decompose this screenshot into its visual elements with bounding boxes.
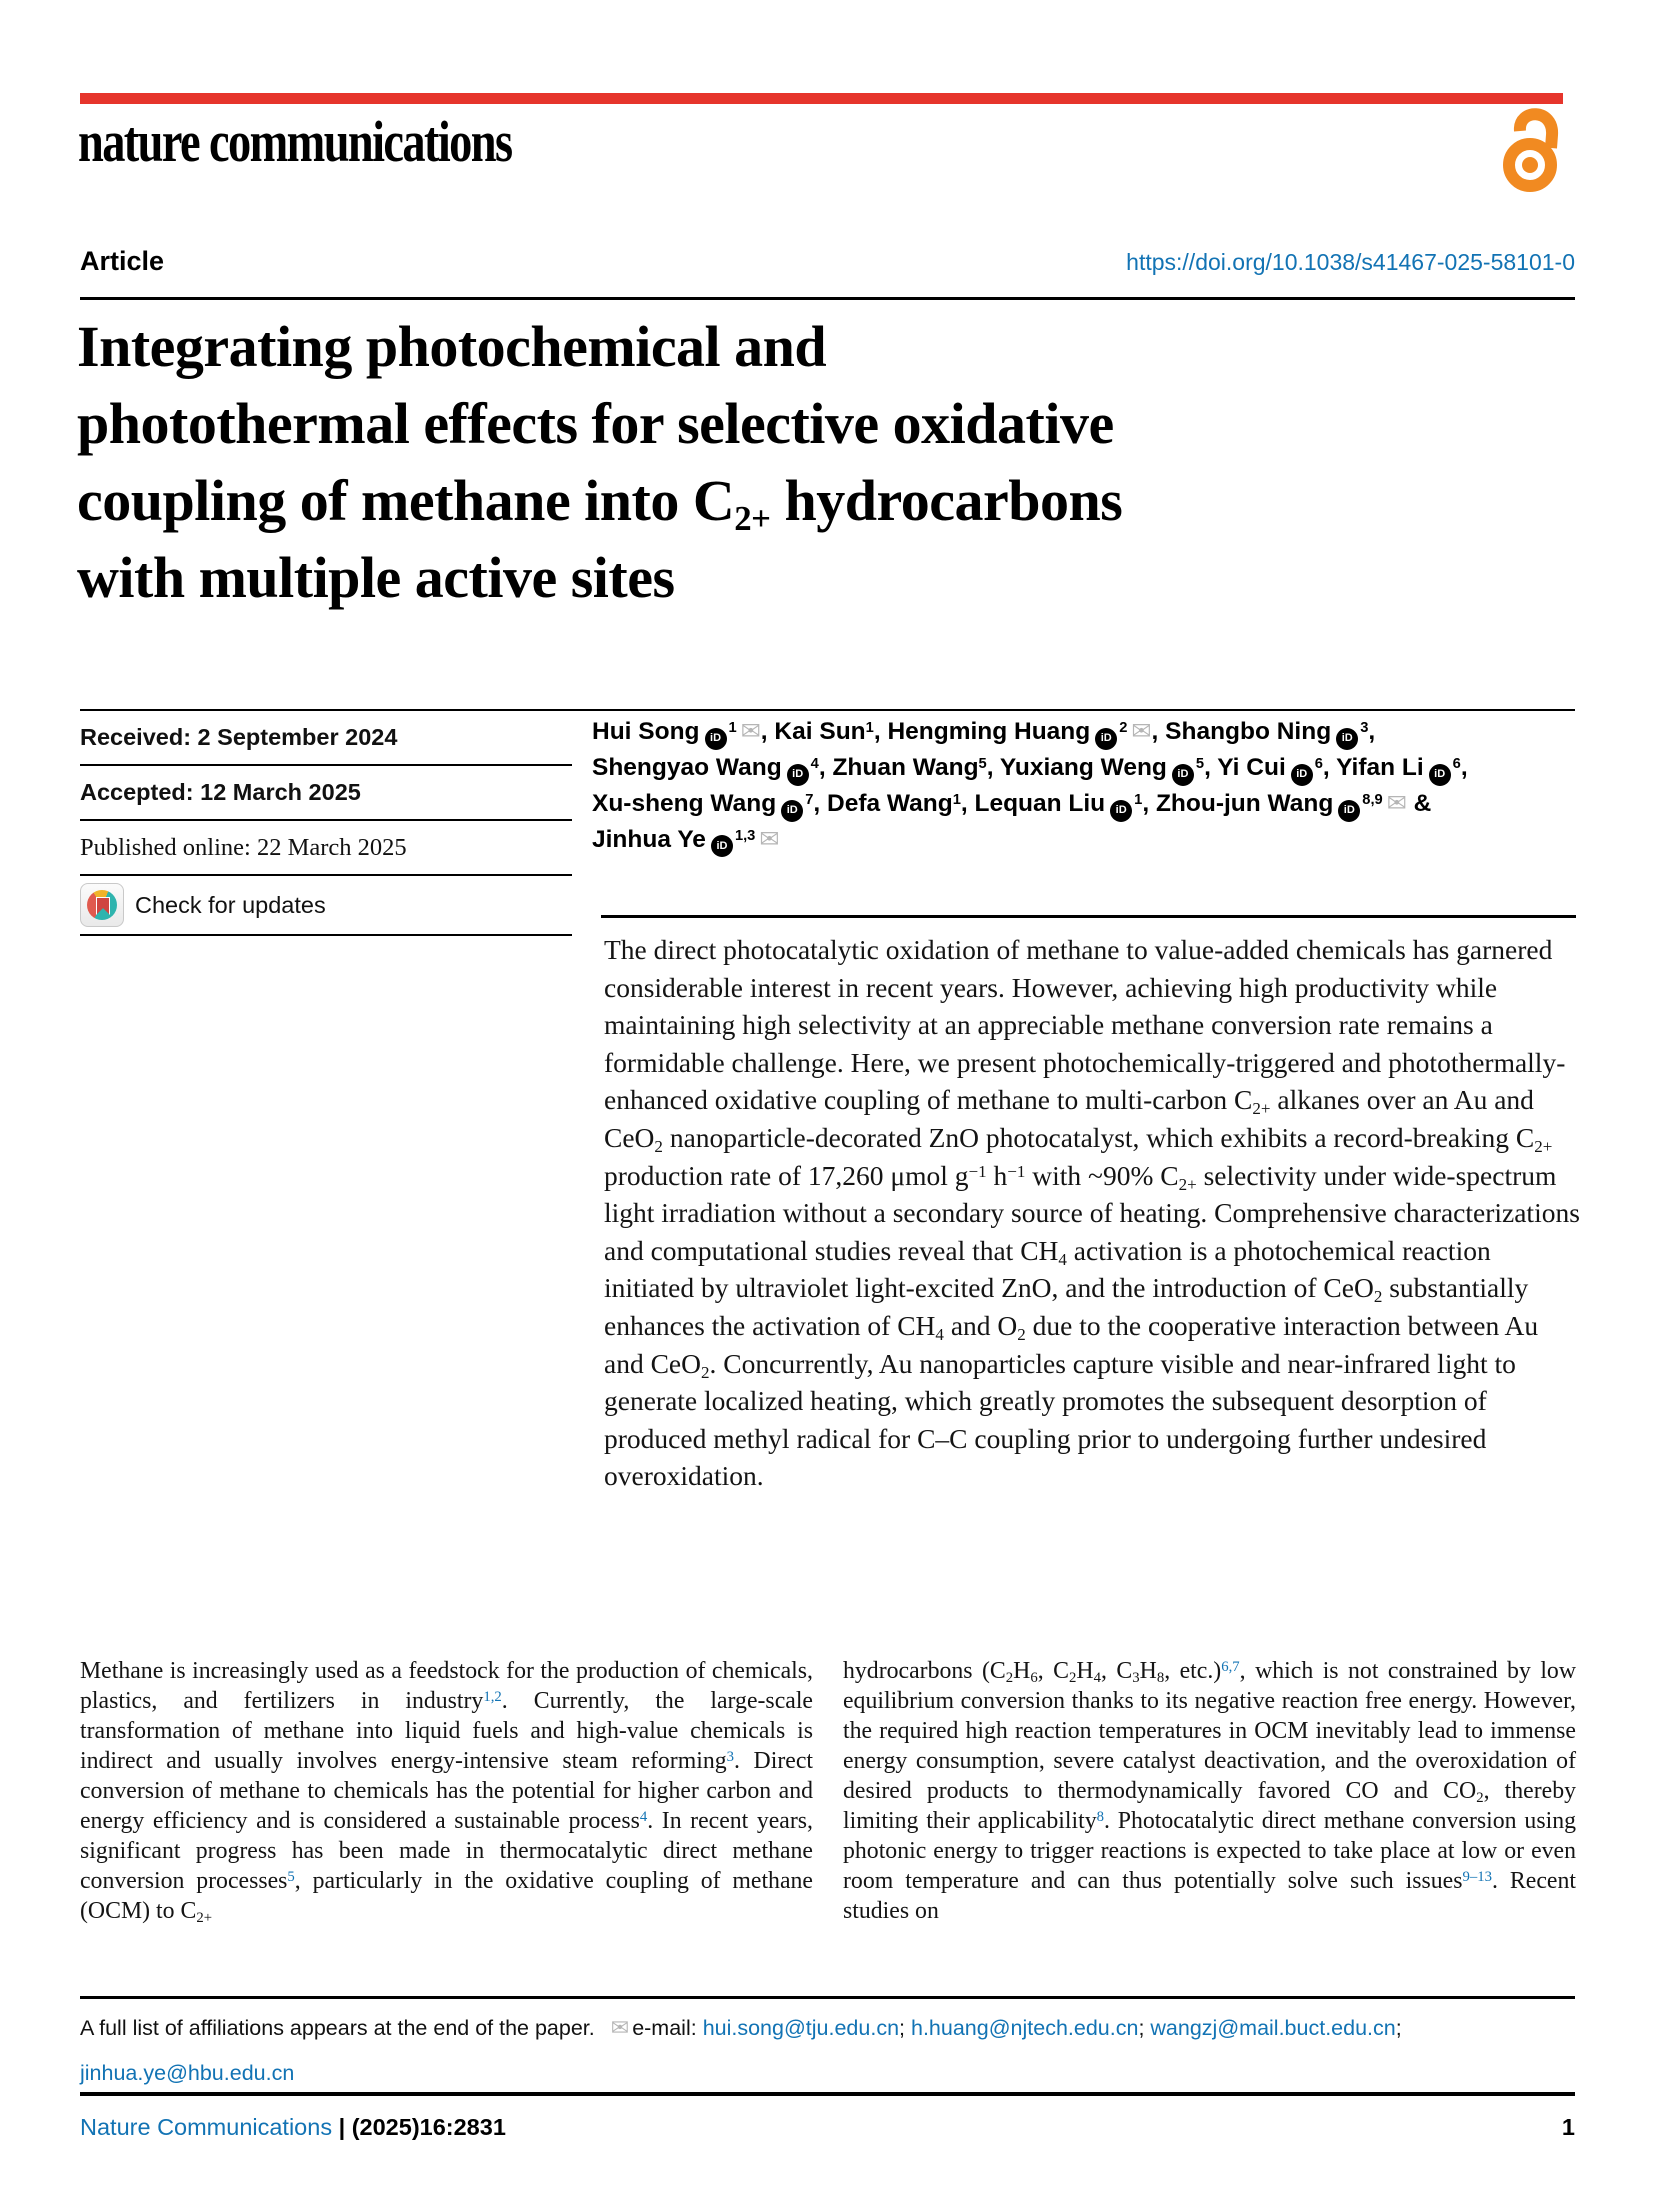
script-sub: 2 — [701, 1362, 710, 1382]
author-line: Xu-sheng Wang $iD^7$, Defa Wang$^1$, Lequan Liu $iD^1$, Zhou-jun Wang iD$^{8,9}$✉ & — [592, 786, 1592, 822]
abstract-divider — [601, 915, 1576, 918]
orcid-icon[interactable]: iD — [781, 800, 803, 822]
email-link[interactable]: h.huang@njtech.edu.cn — [911, 2016, 1139, 2040]
author-name: Yi Cui — [1217, 753, 1286, 781]
author-name: Hengming Huang — [887, 718, 1091, 745]
crossmark-icon — [80, 883, 124, 927]
title-line: photothermal effects for selective oxidative — [77, 391, 1114, 456]
author-affiliation-sup: 1 — [952, 792, 961, 809]
doi-link[interactable]: https://doi.org/10.1038/s41467-025-58101-0 — [1126, 249, 1575, 275]
author-line: Shengyao Wang $iD^4$, Zhuan Wang$^5$, Yuxiang Weng $iD^5$, Yi Cui $iD^6$, Yifan Li $iD^6$, — [592, 750, 1592, 786]
corresponding-email-icon[interactable] — [759, 825, 779, 853]
article-type-label: Article — [80, 246, 165, 276]
email-links: hui.song@tju.edu.cn; h.huang@njtech.edu.cn; wangzj@mail.buct.edu.cn; jinhua.ye@hbu.edu.cn — [80, 2016, 1402, 2085]
accepted-date-label: Accepted: 12 March 2025 — [80, 779, 361, 805]
orcid-icon[interactable]: iD — [711, 835, 733, 857]
author-name: Zhou-jun Wang — [1155, 789, 1334, 817]
script-sub: 2 — [1017, 1325, 1026, 1345]
email-icon — [611, 2016, 629, 2041]
citation-ref[interactable]: 4 — [639, 1809, 648, 1826]
orcid-icon[interactable]: iD — [1095, 728, 1117, 750]
author-name: Kai Sun — [774, 718, 866, 745]
corresponding-email-icon[interactable] — [1131, 717, 1151, 745]
footer-citation-group — [80, 2114, 506, 2141]
body-columns — [80, 1656, 1576, 1926]
author-name: Hui Song — [592, 718, 700, 745]
author-affiliation-sup: 2 — [1119, 720, 1128, 737]
author-name: Lequan Liu — [974, 789, 1106, 817]
script-sub: 4 — [1058, 1249, 1067, 1269]
script-sub: 2 — [1005, 1670, 1014, 1687]
body-column-2: hydrocarbons ($C_2H_6$, $C_2H_4$, $C_3H_8$, etc.)$^{6,7}$, which is not constrained by low equilibrium conversion thanks to its negative reaction free energy. However, the required high reaction temperatures in OCM inevitably lead to immense energy consumption, severe catalyst deactivation, and the overoxidation of desired products to thermodynamically favored CO and $CO_2$, thereby limiting their applicability$^8$. Photocatalytic direct methane conversion using photonic energy to trigger reactions is expected to take place at low or even room temperature and can thus potentially solve such issues$^{9-13}$. Recent studies on — [843, 1658, 1577, 1924]
author-name: Shengyao Wang — [592, 753, 782, 781]
orcid-icon[interactable]: iD — [1429, 764, 1451, 786]
script-sub: 4 — [935, 1325, 944, 1345]
orcid-icon[interactable]: iD — [787, 764, 809, 786]
author-affiliation-sup: 6 — [1452, 756, 1461, 773]
author-name: Yifan Li — [1336, 753, 1424, 781]
dates-panel — [80, 711, 572, 936]
open-access-icon — [1494, 106, 1568, 196]
footer-divider — [80, 2092, 1575, 2096]
author-line — [592, 822, 1592, 858]
orcid-icon[interactable]: iD — [705, 728, 727, 750]
orcid-icon[interactable]: iD — [1336, 728, 1358, 750]
orcid-icon[interactable]: iD — [1110, 800, 1132, 822]
author-name: Jinhua Ye — [592, 825, 706, 853]
author-line: Hui Song $iD^1$ ✉ , Kai Sun$^1$, Hengming Huang $iD^2$ ✉ , Shangbo Ning $iD^3$, — [592, 714, 1592, 750]
script-sub: 2+ — [196, 1910, 213, 1927]
author-affiliation-sup: 3 — [1360, 720, 1369, 737]
orcid-icon[interactable]: iD — [1172, 764, 1194, 786]
brand-red-bar — [80, 93, 1563, 104]
author-affiliation-sup: 6 — [1314, 756, 1323, 773]
email-label: e-mail: — [632, 2016, 697, 2040]
article-title — [77, 308, 1567, 616]
email-link[interactable]: wangzj@mail.buct.edu.cn — [1150, 2016, 1396, 2040]
published-date-label: Published online: 22 March 2025 — [80, 833, 407, 861]
script-sup: −1 — [1007, 1161, 1026, 1181]
orcid-icon[interactable]: iD — [1338, 800, 1360, 822]
article-header-row — [80, 246, 1575, 277]
page-footer — [80, 2114, 1575, 2141]
script-sub: 2 — [654, 1137, 663, 1157]
script-sub: 2 — [1069, 1670, 1077, 1687]
accepted-date — [80, 766, 572, 821]
citation-ref[interactable]: 9–13 — [1462, 1869, 1492, 1886]
footnote-divider — [80, 1996, 1575, 1999]
author-name: Shangbo Ning — [1165, 718, 1332, 745]
title-line: Integrating photochemical and — [77, 314, 827, 379]
author-affiliation-sup: 1,3 — [734, 827, 756, 844]
script-sub: 6 — [1030, 1670, 1038, 1687]
author-affiliation-sup: 5 — [978, 756, 987, 773]
title-line: with multiple active sites — [77, 545, 675, 610]
script-sub: 3 — [1132, 1670, 1140, 1687]
script-sup: −1 — [968, 1161, 987, 1181]
received-date — [80, 711, 572, 766]
script-sub: 2+ — [1178, 1174, 1197, 1194]
citation-text: | (2025)16:2831 — [338, 2114, 506, 2140]
orcid-icon[interactable]: iD — [1291, 764, 1313, 786]
corresponding-email-icon[interactable] — [1387, 789, 1407, 817]
script-sub: 2 — [1476, 1790, 1484, 1807]
author-affiliation-sup: 7 — [805, 792, 814, 809]
author-affiliation-sup: 1 — [728, 720, 737, 737]
body-column-1: Methane is increasingly used as a feedstock for the production of chemicals, plastics, and fertilizers in industry$^{1,2}$. Currently, the large-scale transformation of methane into liquid fuels and high-value chemicals is indirect and usually involves energy-intensive steam reforming$^3$. Direct conversion of methane to chemicals has the potential for higher carbon and energy efficiency and is considered a sustainable process$^4$. In recent years, significant progress has been made in thermocatalytic direct methane conversion processes$^5$, particularly in the oxidative coupling of methane (OCM) to $C_{2+}$ — [80, 1658, 813, 1927]
article-divider — [80, 297, 1575, 300]
check-for-updates-label: Check for updates — [135, 891, 326, 918]
author-affiliation-sup: 1 — [1134, 792, 1143, 809]
affiliations-note: A full list of affiliations appears at the end of the paper. — [80, 2016, 595, 2040]
script-sub: 2+ — [1252, 1099, 1271, 1119]
script-sub: 4 — [1093, 1670, 1101, 1687]
author-name: Zhuan Wang — [832, 753, 979, 781]
abstract: The direct photocatalytic oxidation of methane to value-added chemicals has garnered considerable interest in recent years. However, achieving high productivity while maintaining high selectivity at an appreciable methane conversion rate remains a formidable challenge. Here, we present photochemically-triggered and photothermally-enhanced oxidative coupling of methane to multi-carbon $C_{2+}$ alkanes over an Au and CeO$_2$ nanoparticle-decorated ZnO photocatalyst, which exhibits a record-breaking $C_{2+}$ production rate of 17,260 μmol $g^{-1}$ $h^{-1}$ with ~90% $C_{2+}$ selectivity under wide-spectrum light irradiation without a secondary source of heating. Comprehensive characterizations and computational studies reveal that $CH_4$ activation is a photochemical reaction initiated by ultraviolet light-excited ZnO, and the introduction of CeO$_2$ substantially enhances the activation of $CH_4$ and $O_2$ due to the cooperative interaction between Au and CeO$_2$. Concurrently, Au nanoparticles capture visible and near-infrared light to generate localized heating, which greatly promotes the subsequent desorption of produced methyl radical for C–C coupling prior to undergoing further undesired overoxidation. — [604, 934, 1580, 1492]
citation-ref[interactable]: 5 — [287, 1869, 295, 1886]
check-for-updates-button[interactable] — [80, 876, 572, 936]
received-date-label: Received: 2 September 2024 — [80, 724, 398, 750]
citation-ref[interactable]: 1,2 — [483, 1689, 502, 1706]
author-affiliation-sup: 4 — [810, 756, 819, 773]
journal-logo: nature communications — [78, 109, 512, 174]
script-sub: 2 — [1373, 1287, 1383, 1307]
corresponding-email-icon[interactable] — [741, 717, 761, 745]
email-link[interactable]: hui.song@tju.edu.cn — [702, 2016, 900, 2040]
citation-ref[interactable]: 6,7 — [1221, 1659, 1240, 1676]
author-name: Defa Wang — [827, 789, 953, 817]
script-sub: 2+ — [1534, 1137, 1553, 1157]
title-line: coupling of methane into $C_{2+}$ hydrocarbons — [77, 468, 1123, 539]
affiliations-footnote — [80, 2006, 1576, 2096]
author-name: Xu-sheng Wang — [592, 789, 777, 817]
citation-ref[interactable]: 3 — [726, 1749, 735, 1766]
script-sub: 8 — [1156, 1670, 1165, 1687]
published-date — [80, 821, 572, 876]
citation-ref[interactable]: 8 — [1096, 1809, 1104, 1826]
author-name: Yuxiang Weng — [999, 753, 1167, 781]
author-list — [592, 714, 1592, 857]
author-affiliation-sup: 8,9 — [1362, 792, 1383, 809]
author-affiliation-sup: 1 — [865, 720, 874, 737]
email-link[interactable]: jinhua.ye@hbu.edu.cn — [80, 2061, 295, 2085]
journal-link[interactable]: Nature Communications — [80, 2114, 333, 2140]
page-number: 1 — [1561, 2114, 1575, 2140]
author-affiliation-sup: 5 — [1195, 756, 1205, 773]
script-sub: 2+ — [734, 499, 771, 539]
